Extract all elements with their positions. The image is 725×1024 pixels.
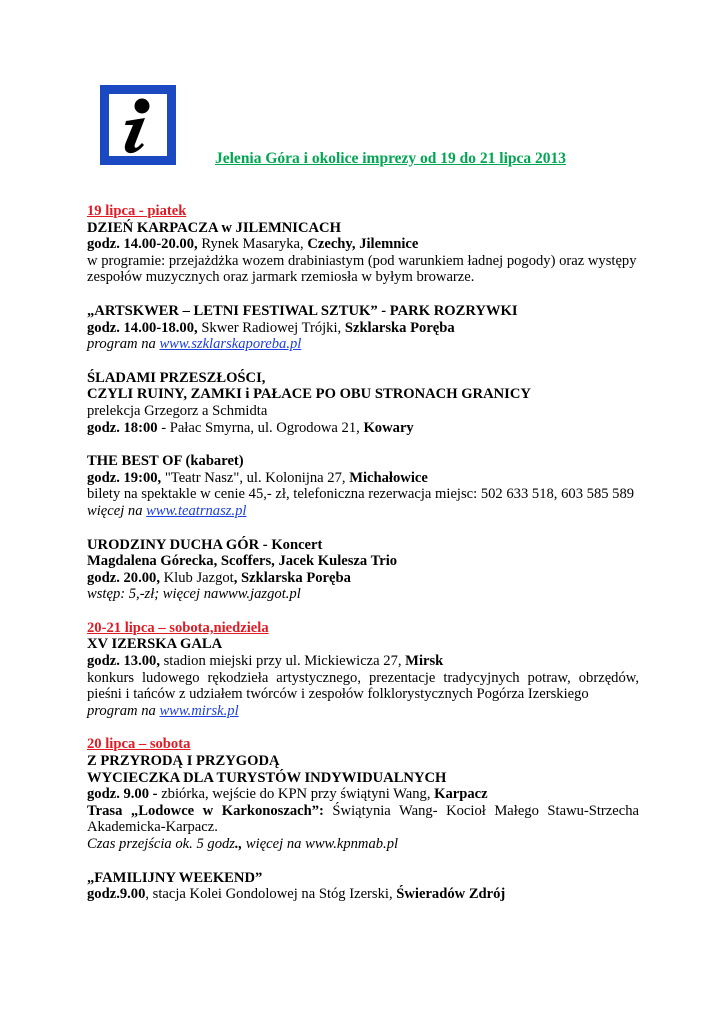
event-urodziny-ducha-gor xyxy=(87,537,639,603)
note-part-2: więcej na www.kpnmab.pl xyxy=(242,836,399,852)
note-separator: ., xyxy=(234,836,243,852)
event-performers: Magdalena Górecka, Scoffers, Jacek Kulesza Trio xyxy=(87,553,398,570)
event-familijny-weekend xyxy=(87,870,639,903)
event-place: Klub Jazgot xyxy=(159,569,234,586)
event-title-line-2: WYCIECZKA DLA TURYSTÓW INDYWIDUALNYCH xyxy=(87,769,447,786)
program-link[interactable]: www.szklarskaporeba.pl xyxy=(159,336,302,353)
event-place: Skwer Radiowej Trójki, xyxy=(197,319,345,336)
event-city: Karpacz xyxy=(434,786,488,803)
event-description: konkurs ludowego rękodzieła artystycznego, prezentacje tradycyjnych potraw, obrzędów, pieśni i tańców z udziałem twórców i zespołów folklorystycznych Pogórza Izerskiego xyxy=(87,669,639,703)
event-time-place xyxy=(87,886,639,903)
program-prefix: program na xyxy=(87,336,160,353)
event-title: „ARTSKWER – LETNI FESTIWAL SZTUK” - PARK ROZRYWKI xyxy=(87,302,518,319)
event-title-line-1: Z PRZYRODĄ I PRZYGODĄ xyxy=(87,753,280,770)
info-i-icon xyxy=(109,94,167,156)
event-title-line-1: ŚLADAMI PRZESZŁOŚCI, xyxy=(87,369,266,386)
event-time-place xyxy=(87,236,639,253)
event-route xyxy=(87,803,639,836)
event-artskwer xyxy=(87,303,639,353)
event-time: godz. 18:00 xyxy=(87,419,158,436)
event-city: Szklarska Poręba xyxy=(344,319,455,336)
date-heading-19-lipca: 19 lipca - piatek xyxy=(87,203,187,219)
event-place: - Pałac Smyrna, ul. Ogrodowa 21, xyxy=(157,419,364,436)
event-time-place xyxy=(87,320,639,337)
note-part-1: Czas przejścia ok. 5 godz xyxy=(87,836,235,852)
event-title: URODZINY DUCHA GÓR - Koncert xyxy=(87,536,323,553)
event-time-place xyxy=(87,570,639,587)
event-title: XV IZERSKA GALA xyxy=(87,636,223,653)
event-city: Kowary xyxy=(363,419,414,436)
event-time-place xyxy=(87,420,639,437)
date-heading-20-lipca: 20 lipca – sobota xyxy=(87,736,191,753)
event-city: Czechy, Jilemnice xyxy=(307,236,419,253)
info-logo-background xyxy=(109,94,167,156)
event-program xyxy=(87,336,639,353)
program-prefix: program na xyxy=(87,702,160,719)
event-note: wstęp: 5,-zł; więcej nawww.jazgot.pl xyxy=(87,586,301,603)
event-time-place xyxy=(87,786,639,803)
event-place: stadion miejski przy ul. Mickiewicza 27, xyxy=(159,653,406,670)
event-time-place xyxy=(87,653,639,670)
date-heading-20-21-lipca: 20-21 lipca – sobota,niedziela xyxy=(87,619,269,636)
event-time: godz. 13.00, xyxy=(87,653,160,670)
event-sladami-przeszlosci xyxy=(87,370,639,436)
event-time: godz. 19:00, xyxy=(87,469,162,486)
event-more xyxy=(87,503,639,520)
event-city: Świeradów Zdrój xyxy=(396,886,506,903)
event-time: godz. 14.00-20.00, xyxy=(87,236,198,253)
event-description: w programie: przejażdżka wozem drabiniastym (pod warunkiem ładnej pogody) oraz występy zespołów muzycznych oraz jarmark rzemiosła w byłym browarze. xyxy=(87,252,637,286)
event-time: godz. 20.00, xyxy=(87,569,160,586)
event-city: , Szklarska Poręba xyxy=(233,569,351,586)
route-text: Świątynia Wang- Kocioł Małego Stawu-Strzecha Akademicka-Karpacz. xyxy=(87,802,639,836)
event-place: Rynek Masaryka, xyxy=(197,236,308,253)
event-title: THE BEST OF (kabaret) xyxy=(87,453,244,470)
event-place: zbiórka, wejście do KPN przy świątyni Wang, xyxy=(157,786,435,803)
event-the-best-of xyxy=(87,453,639,519)
event-tickets: bilety na spektakle w cenie 45,- zł, telefoniczna rezerwacja miejsc: 502 633 518, 603 585 589 xyxy=(87,486,635,503)
event-title: DZIEŃ KARPACZA w JILEMNICACH xyxy=(87,219,341,236)
events-list xyxy=(87,203,639,920)
event-time: godz. 9.00 - xyxy=(87,786,158,803)
event-city: Michałowice xyxy=(349,469,428,486)
program-link[interactable]: www.mirsk.pl xyxy=(159,702,239,719)
event-city: Mirsk xyxy=(405,653,444,670)
page-title: Jelenia Góra i okolice imprezy od 19 do 21 lipca 2013 xyxy=(215,150,567,167)
route-label: Trasa „Lodowce w Karkonoszach”: xyxy=(87,802,324,819)
more-link[interactable]: www.teatrnasz.pl xyxy=(146,502,247,519)
event-place: , stacja Kolei Gondolowej na Stóg Izerski, xyxy=(145,886,397,903)
event-description: prelekcja Grzegorz a Schmidta xyxy=(87,402,268,419)
event-dzien-karpacza xyxy=(87,203,639,286)
event-place: "Teatr Nasz", ul. Kolonijna 27, xyxy=(161,469,350,486)
event-title: „FAMILIJNY WEEKEND” xyxy=(87,869,263,886)
event-z-przyroda xyxy=(87,736,639,852)
event-time: godz. 14.00-18.00, xyxy=(87,319,198,336)
info-logo xyxy=(100,85,176,165)
event-program xyxy=(87,703,639,720)
event-time: godz.9.00 xyxy=(87,886,146,903)
more-prefix: więcej na xyxy=(87,502,147,519)
event-izerska-gala xyxy=(87,620,639,720)
event-note xyxy=(87,836,639,853)
event-time-place xyxy=(87,470,639,487)
event-title-line-2: CZYLI RUINY, ZAMKI i PAŁACE PO OBU STRONACH GRANICY xyxy=(87,386,531,403)
